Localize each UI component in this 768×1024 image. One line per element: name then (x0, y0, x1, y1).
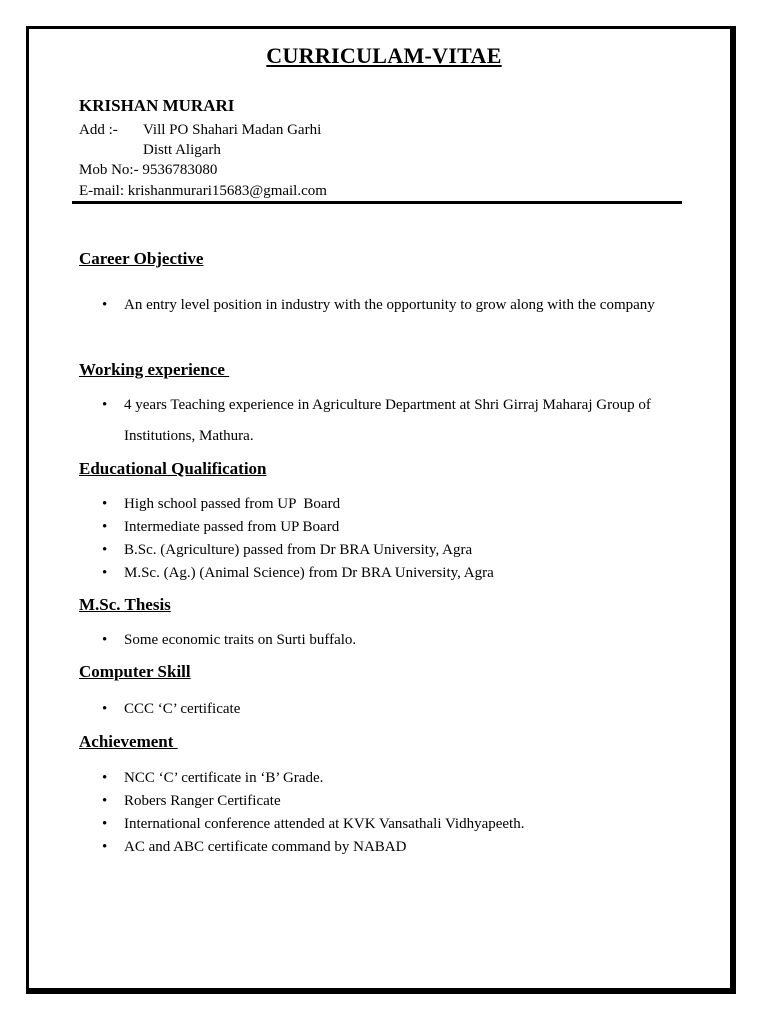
document-title: CURRICULAM-VITAE (266, 43, 502, 68)
list-item: • 4 years Teaching experience in Agriculture Department at Shri Girraj Maharaj Group of Institutions, Mathura. (79, 390, 679, 452)
header-divider (72, 201, 682, 204)
address-label: Add :- (79, 122, 118, 138)
list-item: • Some economic traits on Surti buffalo. (79, 629, 699, 652)
achievement-heading: Achievement (79, 732, 178, 751)
bullet-icon: • (102, 793, 108, 809)
educational-qualification-list (79, 493, 699, 585)
bullet-icon: • (102, 397, 108, 413)
msc-thesis-list (79, 629, 699, 652)
list-item: • NCC ‘C’ certificate in ‘B’ Grade. (79, 767, 699, 790)
list-item: • AC and ABC certificate command by NABAD (79, 836, 699, 859)
bullet-icon: • (102, 496, 108, 512)
email-address: E-mail: krishanmurari15683@gmail.com (79, 183, 327, 199)
educational-qualification-heading: Educational Qualification (79, 459, 267, 478)
address-line-1 (79, 120, 321, 140)
address-value-1: Vill PO Shahari Madan Garhi (143, 122, 322, 138)
bullet-icon: • (102, 297, 108, 313)
msc-thesis-heading: M.Sc. Thesis (79, 595, 171, 614)
bullet-icon: • (102, 519, 108, 535)
address-line-2: Distt Aligarh (143, 142, 221, 158)
bullet-icon: • (102, 816, 108, 832)
computer-skill-list (79, 698, 699, 721)
career-objective-heading: Career Objective (79, 249, 204, 268)
achievement-list (79, 767, 699, 859)
bullet-icon: • (102, 770, 108, 786)
mobile-number: Mob No:- 9536783080 (79, 162, 218, 178)
bullet-icon: • (102, 565, 108, 581)
computer-skill-heading: Computer Skill (79, 662, 191, 681)
list-item: • High school passed from UP Board (79, 493, 699, 516)
bullet-icon: • (102, 701, 108, 717)
bullet-icon: • (102, 632, 108, 648)
list-item: • International conference attended at KVK Vansathali Vidhyapeeth. (79, 813, 699, 836)
career-objective-list (79, 290, 719, 321)
list-item: • M.Sc. (Ag.) (Animal Science) from Dr BRA University, Agra (79, 562, 699, 585)
working-experience-heading: Working experience (79, 360, 230, 379)
candidate-name: KRISHAN MURARI (79, 96, 235, 115)
list-item: • An entry level position in industry with the opportunity to grow along with the company (79, 290, 719, 321)
list-item: • B.Sc. (Agriculture) passed from Dr BRA University, Agra (79, 539, 699, 562)
list-item: • Robers Ranger Certificate (79, 790, 699, 813)
bullet-icon: • (102, 839, 108, 855)
working-experience-list (79, 390, 679, 452)
bullet-icon: • (102, 542, 108, 558)
list-item: • Intermediate passed from UP Board (79, 516, 699, 539)
list-item: • CCC ‘C’ certificate (79, 698, 699, 721)
